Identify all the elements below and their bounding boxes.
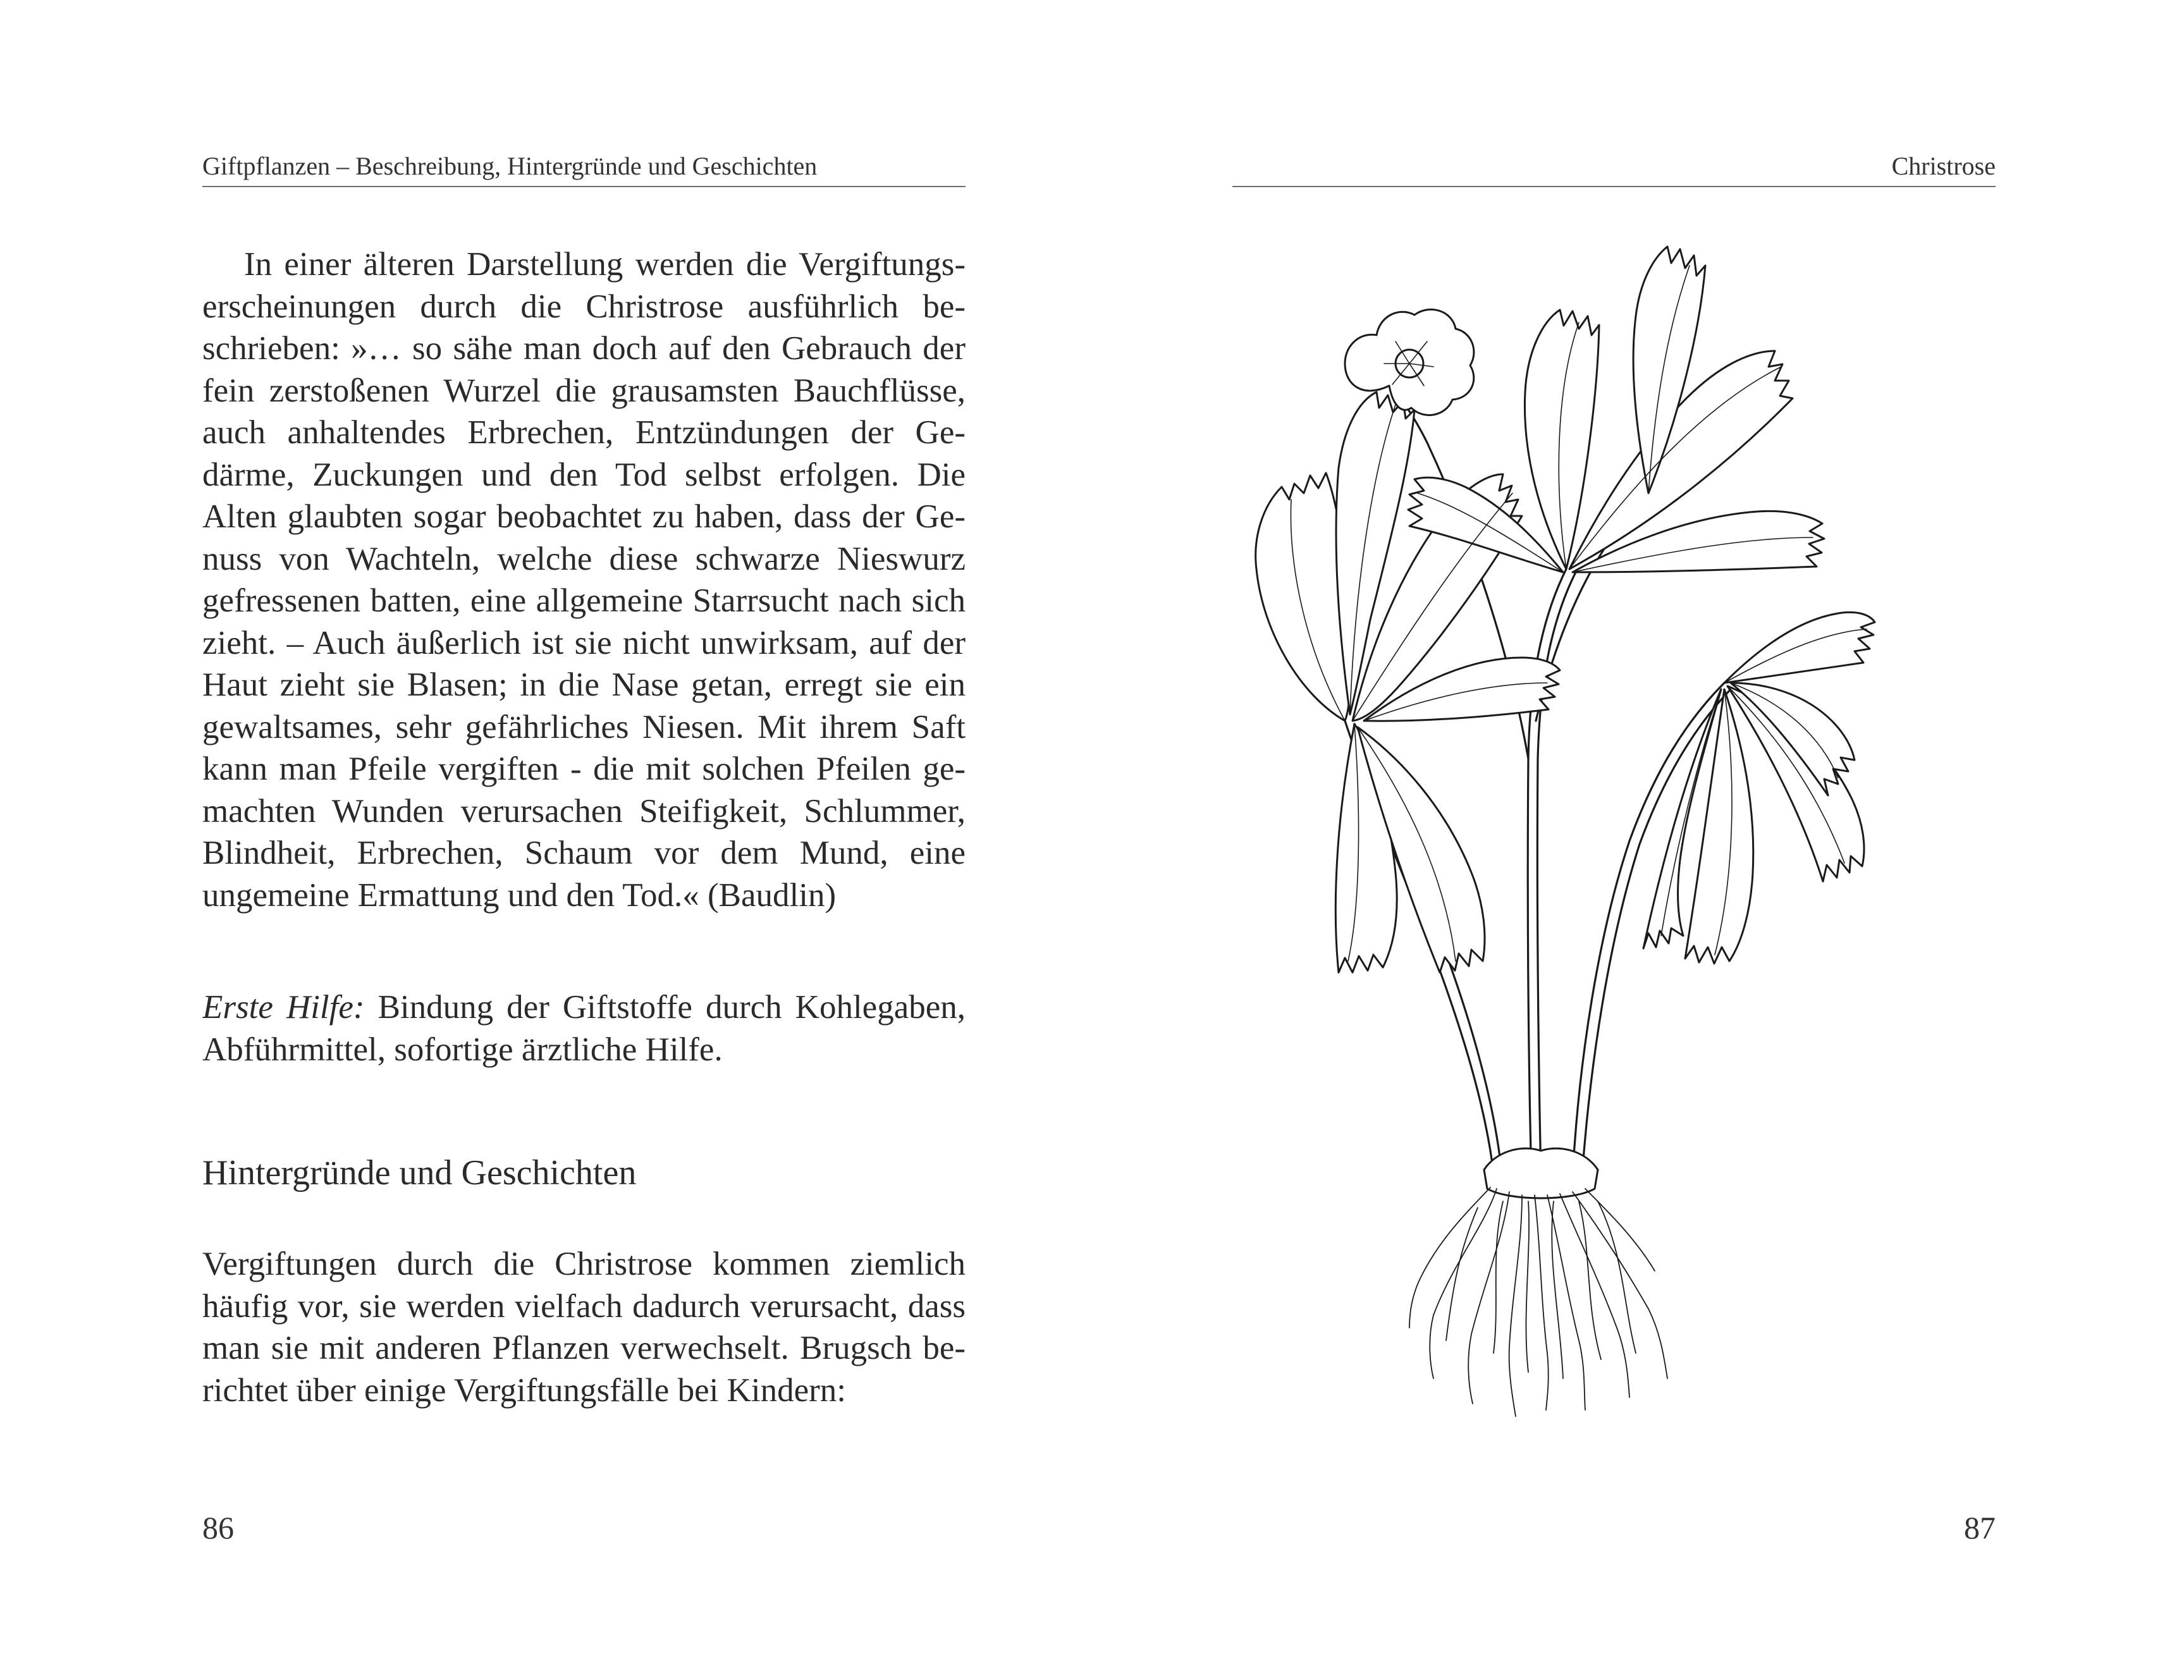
text-line: auch anhaltendes Erbrechen, Entzündungen der Ge- [202,414,966,451]
leaf-right-1 [1724,612,1875,683]
paragraph-vergiftungen [202,1243,966,1411]
text-line: gewaltsames, sehr gefährliches Niesen. Mit ihrem Saft [202,708,966,745]
text-line: Blindheit, Erbrechen, Schaum vor dem Mund, eine [202,835,966,871]
text-line: gefressenen batten, eine allgemeine Starrsucht nach sich [202,582,966,619]
first-aid-label: Erste Hilfe: [202,989,365,1026]
right-page [1092,0,2184,1680]
text-line: erscheinungen durch die Christrose ausführlich be- [202,288,966,325]
running-head-left: Giftpflanzen – Beschreibung, Hintergründe und Geschichten [202,147,966,187]
running-head-right: Christrose [1232,147,1996,187]
page-number-right: 87 [1964,1510,1996,1545]
page-number-left: 86 [202,1510,234,1545]
text-line: man sie mit anderen Pflanzen verwechselt. Brugsch be- [202,1330,966,1366]
text-line: zieht. – Auch äußerlich ist sie nicht unwirksam, auf der [202,624,966,661]
text-line: ungemeine Ermattung und den Tod.« (Baudlin) [202,876,837,914]
text-line: därme, Zuckungen und den Tod selbst erfolgen. Die [202,456,966,493]
text-line: kann man Pfeile vergiften - die mit solchen Pfeilen ge- [202,751,966,787]
text-line: richtet über einige Vergiftungsfälle bei Kindern: [202,1371,846,1409]
text-line: fein zerstoßenen Wurzel die grausamsten Bauchflüsse, [202,372,966,409]
text-line: häufig vor, sie werden vielfach dadurch verursacht, dass [202,1287,966,1325]
christmas-rose-plant-illustration [1244,240,1876,1442]
text-line: Vergiftungen durch die Christrose kommen ziemlich [202,1246,966,1282]
text-line [202,986,966,1029]
text-line: nuss von Wachteln, welche diese schwarze Nieswurz [202,540,966,577]
first-aid-text: Bindung der Giftstoffe durch Kohlegaben, [377,989,966,1026]
text-line: Abführmittel, sofortige ärztliche Hilfe. [202,1031,723,1068]
text-line: Haut zieht sie Blasen; in die Nase getan, erregt sie ein [202,666,966,703]
rootstock-icon [1484,1148,1598,1198]
plant-drawing-icon [1244,240,1876,1442]
text-line: In einer älteren Darstellung werden die Vergiftungs- [244,246,966,283]
text-line: Alten glaubten sogar beobachtet zu haben, dass der Ge- [202,498,966,535]
text-line: machten Wunden verursachen Steifigkeit, Schlummer, [202,792,966,830]
paragraph-vergiftungserscheinungen [202,243,966,916]
leaf-right-3 [1685,689,1753,964]
text-line: schrieben: »… so sähe man doch auf den Gebrauch der [202,330,966,367]
paragraph-erste-hilfe [202,986,966,1070]
section-heading: Hintergründe und Geschichten [202,1153,637,1193]
